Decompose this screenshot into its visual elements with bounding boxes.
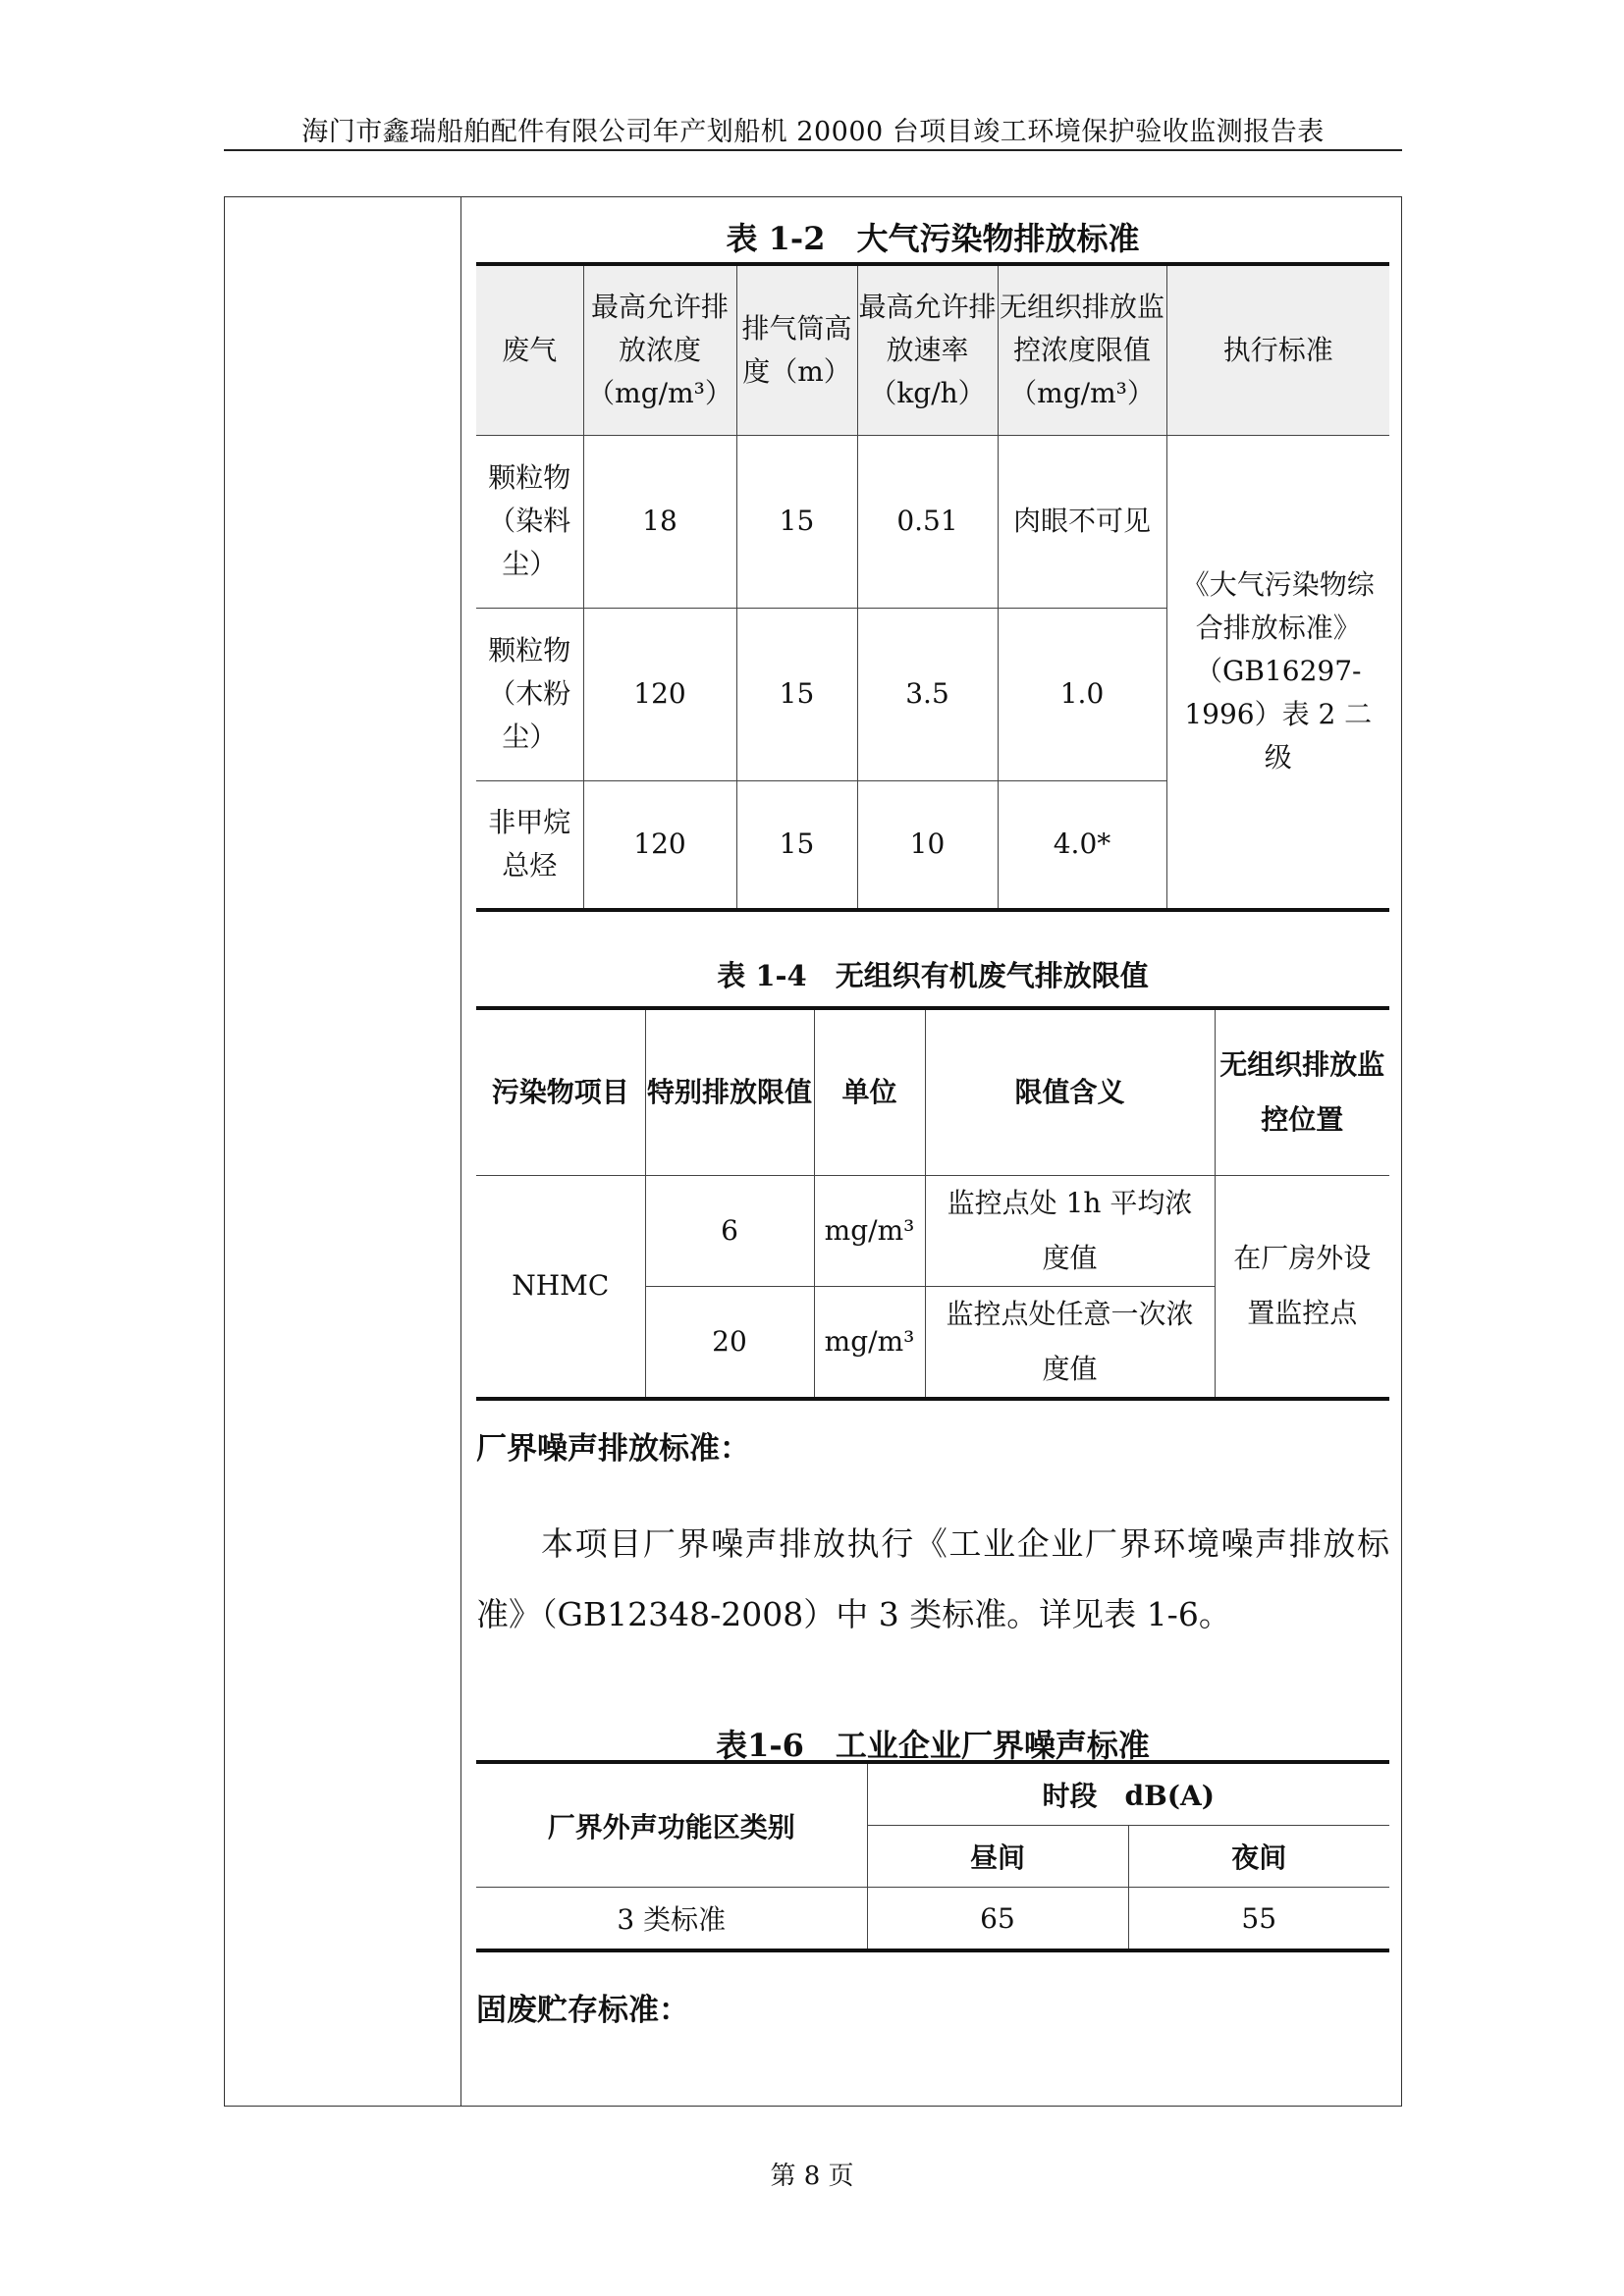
location-cell: 在厂房外设置监控点 (1215, 1175, 1389, 1399)
noise-paragraph: 本项目厂界噪声排放执行《工业企业厂界环境噪声排放标准》（GB12348-2008）中 3 类标准。详见表 1-6。 (476, 1524, 1389, 1633)
table-row (476, 1175, 1389, 1286)
header-cell: 特别排放限值 (645, 1008, 814, 1175)
header-cell: 污染物项目 (476, 1008, 645, 1175)
cell: 1.0 (998, 608, 1166, 780)
cell: 4.0* (998, 780, 1166, 910)
noise-section-title: 厂界噪声排放标准： (476, 1431, 750, 1467)
table-header-row (476, 1008, 1389, 1175)
cell: mg/m³ (814, 1175, 925, 1286)
frame-divider (460, 197, 461, 2106)
solid-waste-title: 固废贮存标准： (476, 1993, 689, 2028)
table-1-2-caption: 表 1-2 大气污染物排放标准 (726, 220, 1140, 257)
table-1-4 (476, 1006, 1389, 1401)
cell: 65 (867, 1888, 1128, 1951)
header-cell: 单位 (814, 1008, 925, 1175)
table-1-6 (476, 1760, 1389, 1952)
cell: 20 (645, 1286, 814, 1399)
page-number: 第 8 页 (770, 2162, 854, 2191)
header-cell: 最高允许排放浓度（mg/m³） (583, 264, 736, 435)
cell: 15 (736, 608, 857, 780)
header-cell: 昼间 (867, 1826, 1128, 1888)
header-rule (224, 149, 1402, 151)
cell: 监控点处任意一次浓度值 (925, 1286, 1215, 1399)
cell: 15 (736, 435, 857, 608)
cell: 3.5 (857, 608, 998, 780)
header-cell: 时段 dB(A) (867, 1762, 1389, 1826)
cell: 肉眼不可见 (998, 435, 1166, 608)
cell: 3 类标准 (476, 1888, 867, 1951)
pollutant-cell: NHMC (476, 1175, 645, 1399)
cell: 6 (645, 1175, 814, 1286)
table-header-row (476, 264, 1389, 435)
cell: 120 (583, 608, 736, 780)
table-row (476, 435, 1389, 608)
table-1-2 (476, 262, 1389, 912)
header-cell: 厂界外声功能区类别 (476, 1762, 867, 1888)
cell: 颗粒物（染料尘） (476, 435, 583, 608)
cell: 120 (583, 780, 736, 910)
cell: 10 (857, 780, 998, 910)
table-1-6-caption: 表1-6 工业企业厂界噪声标准 (716, 1727, 1150, 1764)
header-cell: 排气筒高度（m） (736, 264, 857, 435)
table-row (476, 1888, 1389, 1951)
header-cell: 无组织排放监控位置 (1215, 1008, 1389, 1175)
cell: mg/m³ (814, 1286, 925, 1399)
cell: 15 (736, 780, 857, 910)
cell: 非甲烷总烃 (476, 780, 583, 910)
cell: 18 (583, 435, 736, 608)
cell: 颗粒物（木粉尘） (476, 608, 583, 780)
table-header-row (476, 1762, 1389, 1826)
header-cell: 夜间 (1128, 1826, 1389, 1888)
header-cell: 无组织排放监控浓度限值（mg/m³） (998, 264, 1166, 435)
page-header: 海门市鑫瑞船舶配件有限公司年产划船机 20000 台项目竣工环境保护验收监测报告表 (301, 117, 1325, 147)
cell: 0.51 (857, 435, 998, 608)
header-cell: 废气 (476, 264, 583, 435)
header-cell: 限值含义 (925, 1008, 1215, 1175)
header-cell: 最高允许排放速率（kg/h） (857, 264, 998, 435)
cell: 监控点处 1h 平均浓度值 (925, 1175, 1215, 1286)
cell: 55 (1128, 1888, 1389, 1951)
table-1-4-caption: 表 1-4 无组织有机废气排放限值 (717, 959, 1149, 992)
standard-cell: 《大气污染物综合排放标准》（GB16297-1996）表 2 二级 (1166, 435, 1389, 910)
header-cell: 执行标准 (1166, 264, 1389, 435)
